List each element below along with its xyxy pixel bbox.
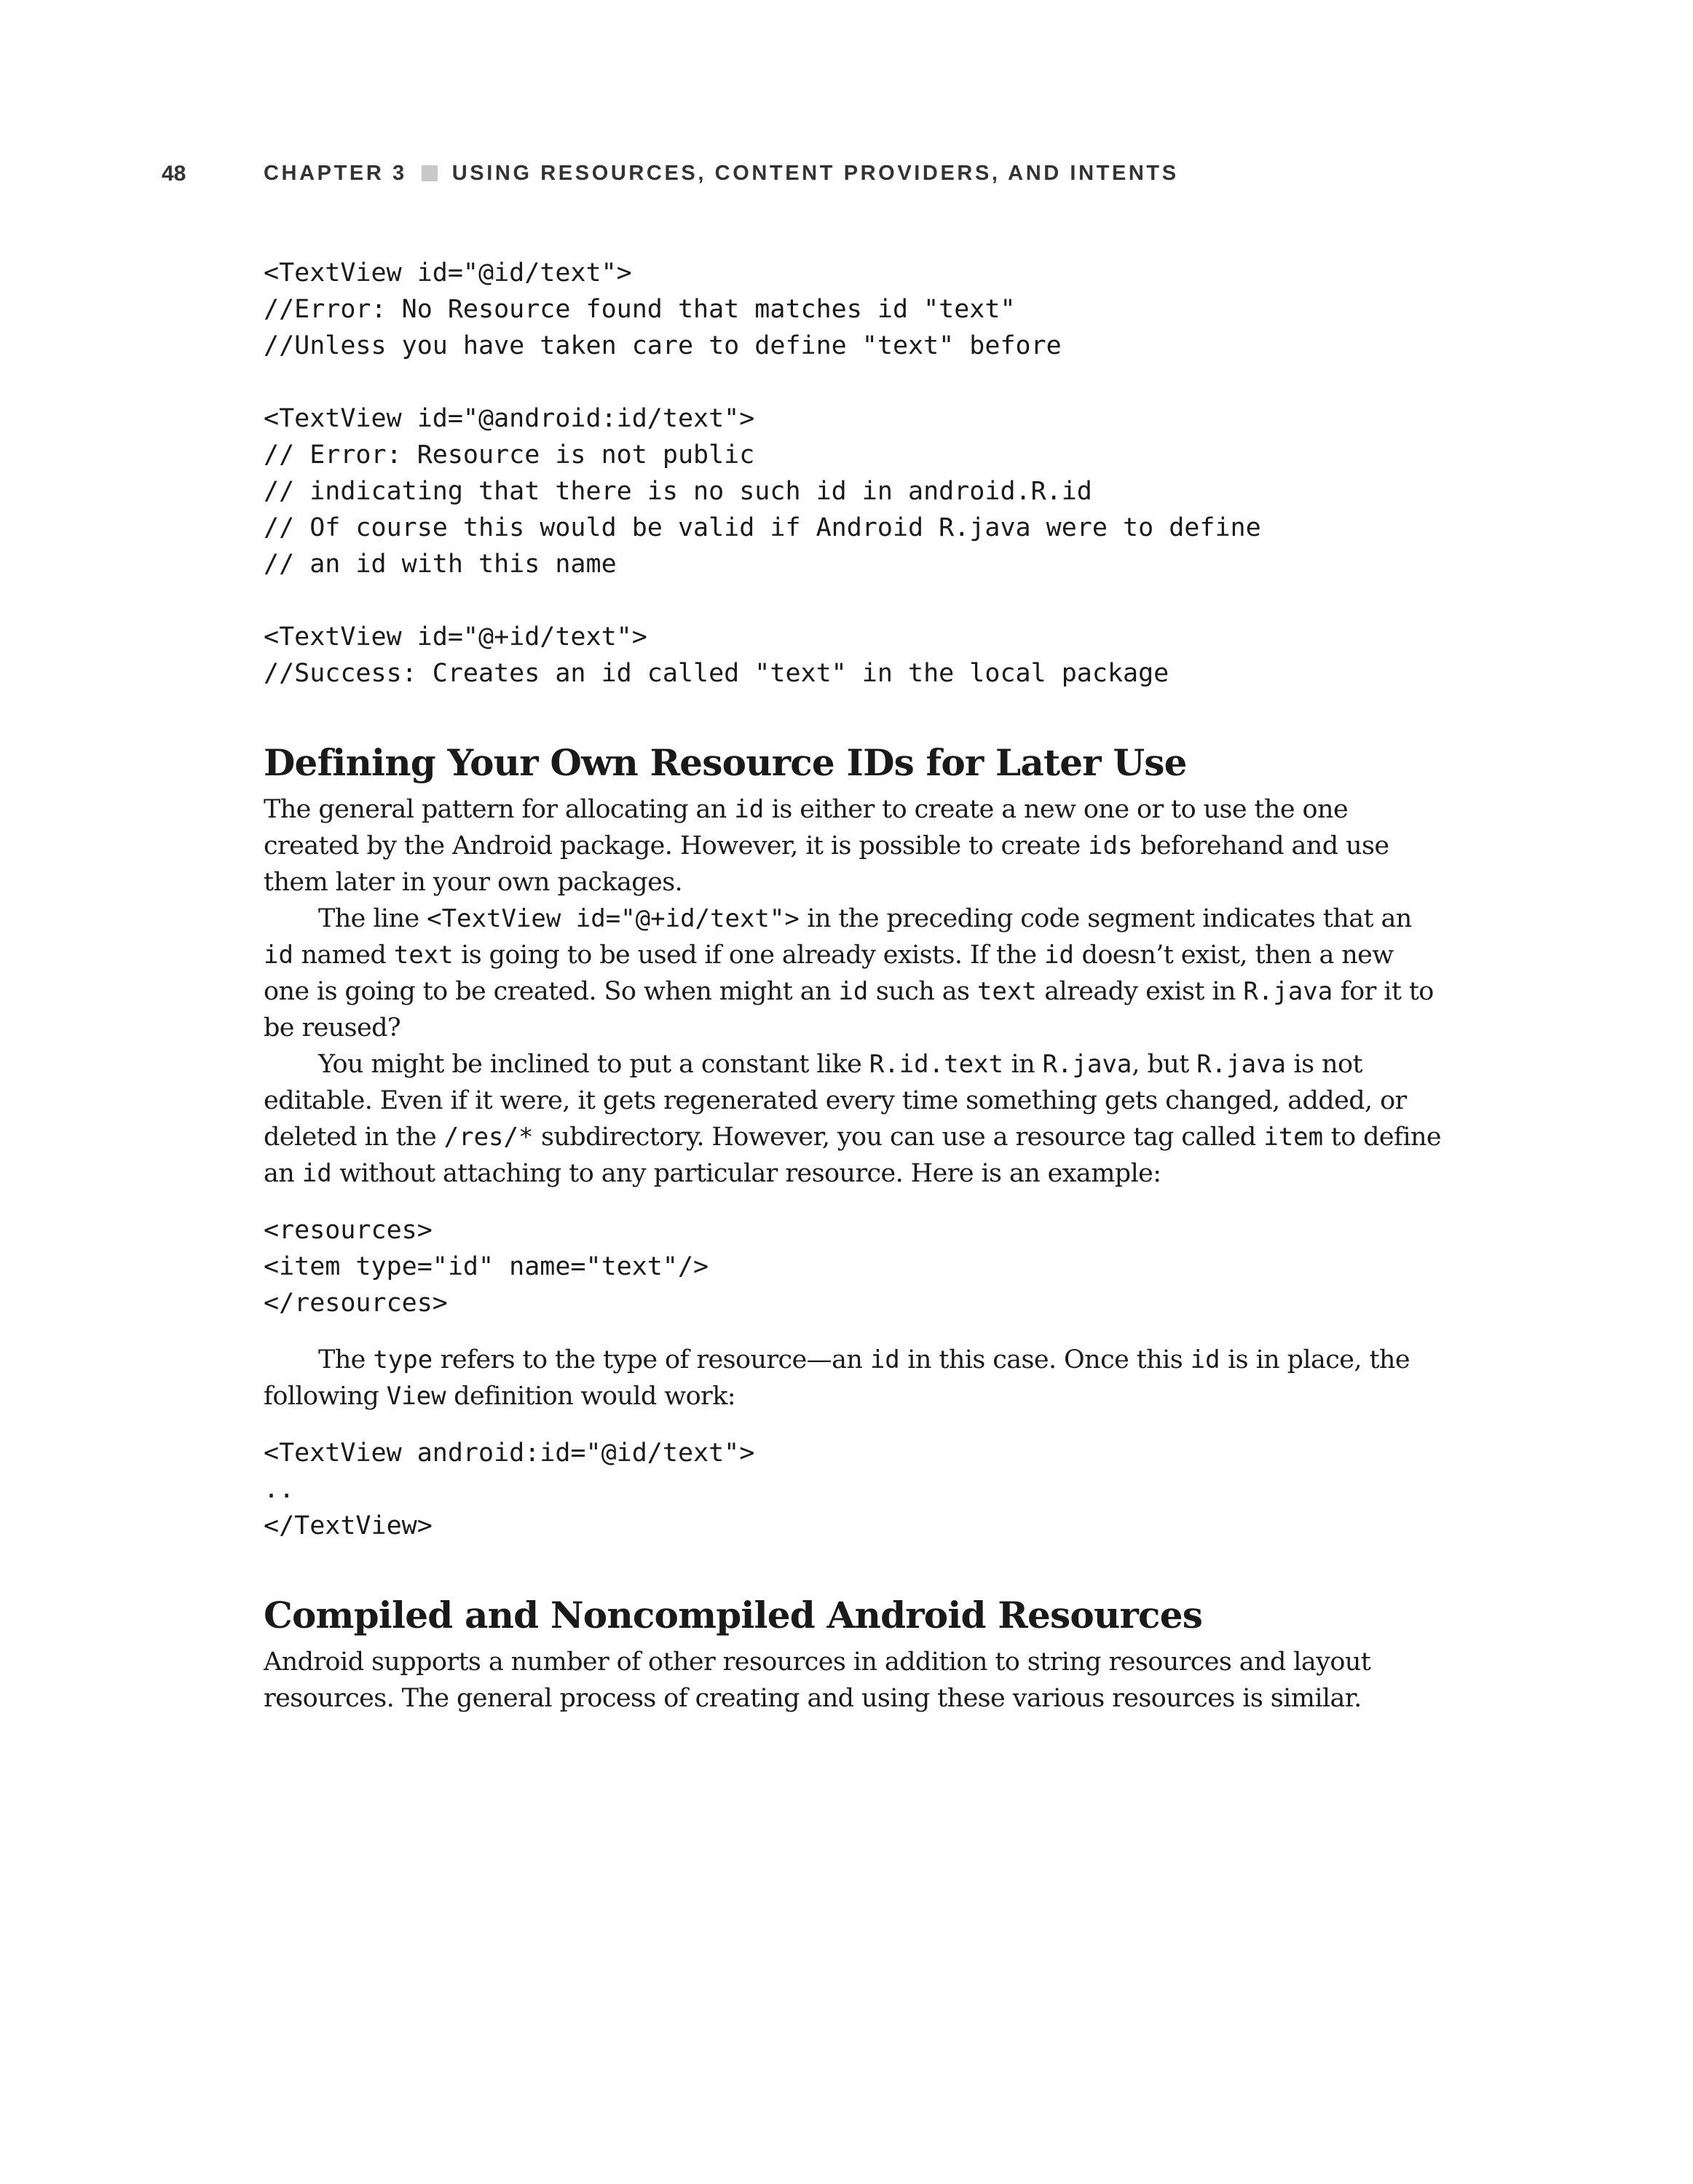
code-line: // indicating that there is no such id in android.R.id (264, 477, 1092, 506)
code-line: <resources> (264, 1216, 433, 1245)
code-block-1 (264, 255, 1443, 364)
code-line: <TextView id="@id/text"> (264, 258, 632, 288)
page-number: 48 (162, 162, 186, 186)
code-block-3 (264, 619, 1443, 692)
section-heading-resource-ids: Defining Your Own Resource IDs for Later Use (264, 741, 1187, 784)
code-line: <TextView android:id="@id/text"> (264, 1439, 755, 1468)
code-line: </TextView> (264, 1511, 433, 1540)
chapter-title (264, 162, 1179, 186)
code-block-2 (264, 400, 1443, 582)
code-line: //Error: No Resource found that matches id "text" (264, 295, 1016, 324)
code-line: //Success: Creates an id called "text" in the local package (264, 659, 1169, 688)
code-gap (264, 582, 1443, 619)
chapter-label: CHAPTER 3 (264, 162, 407, 185)
running-header (162, 153, 1472, 197)
code-line: <TextView id="@android:id/text"> (264, 404, 755, 433)
separator-square-icon (422, 165, 438, 181)
page-content (264, 255, 1443, 1717)
code-gap (264, 364, 1443, 400)
code-line: .. (264, 1475, 295, 1504)
code-line: // Of course this would be valid if Android R.java were to define (264, 513, 1261, 542)
code-line: <item type="id" name="text"/> (264, 1252, 709, 1281)
paragraph: Android supports a number of other resources in addition to string resources and layout resources. The general process of creating and using these various resources is similar. (264, 1647, 1371, 1713)
code-line: //Unless you have taken care to define "text" before (264, 331, 1062, 360)
chapter-name: USING RESOURCES, CONTENT PROVIDERS, AND INTENTS (451, 162, 1179, 185)
paragraph: The type refers to the type of resource—an id in this case. Once this id is in place, the following View definition would work: (264, 1345, 1410, 1411)
code-line: </resources> (264, 1289, 448, 1318)
code-line: // an id with this name (264, 550, 617, 579)
code-line: // Error: Resource is not public (264, 440, 755, 470)
section-heading-compiled-resources: Compiled and Noncompiled Android Resources (264, 1594, 1203, 1637)
paragraph: You might be inclined to put a constant like R.id.text in R.java, but R.java is not editable. Even if it were, it gets regenerated every time something gets changed, added, or deleted in the /res/* subdirectory. However, you can use a resource tag called item to define an id without attaching to any particular resource. Here is an example: (264, 1050, 1442, 1188)
code-block-4 (264, 1212, 1443, 1321)
paragraph: The line <TextView id="@+id/text"> in the preceding code segment indicates that an id named text is going to be used if one already exists. If the id doesn’t exist, then a new one is going to be created. So when might an id such as text already exist in R.java for it to be reused? (264, 904, 1434, 1042)
code-line: <TextView id="@+id/text"> (264, 622, 647, 652)
paragraph: The general pattern for allocating an id is either to create a new one or to use the one created by the Android package. However, it is possible to create ids beforehand and use them later in your own packages. (264, 795, 1389, 897)
code-block-5 (264, 1435, 1443, 1544)
